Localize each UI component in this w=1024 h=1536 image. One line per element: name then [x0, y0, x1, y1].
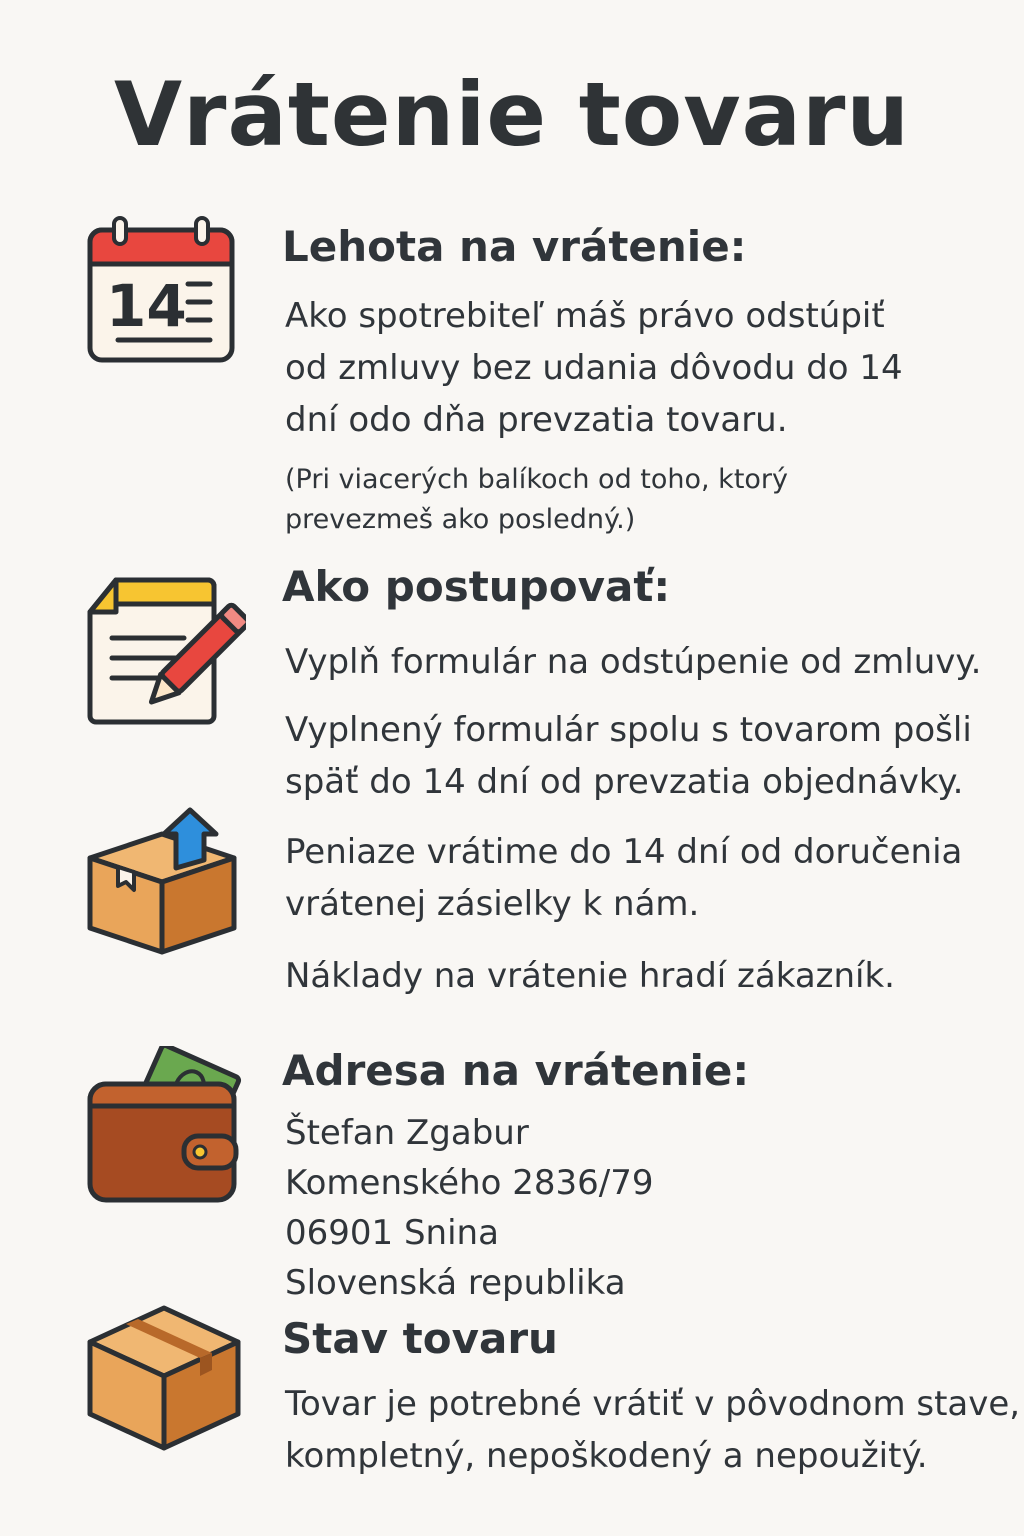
adresa-line: Slovenská republika — [285, 1263, 626, 1303]
lehota-text-line: Ako spotrebiteľ máš právo odstúpiť — [285, 296, 885, 336]
postup-step3-line: Peniaze vrátime do 14 dní od doručenia — [285, 832, 963, 872]
wallet-icon — [86, 1046, 242, 1204]
lehota-text — [285, 290, 903, 446]
stav-text-line: kompletný, nepoškodený a nepoužitý. — [285, 1436, 928, 1476]
adresa-line: Komenského 2836/79 — [285, 1163, 654, 1203]
heading-postup: Ako postupovať: — [282, 562, 671, 611]
postup-step4-line: Náklady na vrátenie hradí zákazník. — [285, 956, 895, 996]
calendar-icon — [86, 214, 238, 366]
stav-text-line: Tovar je potrebné vrátiť v pôvodnom stave, — [285, 1384, 1021, 1424]
lehota-text-line: od zmluvy bez udania dôvodu do 14 — [285, 348, 903, 388]
lehota-note-line: prevezmeš ako posledný.) — [285, 504, 636, 535]
form-pencil-icon — [86, 576, 246, 728]
box-icon — [86, 1302, 242, 1452]
postup-step1-line: Vyplň formulár na odstúpenie od zmluvy. — [285, 642, 982, 682]
postup-step4 — [285, 950, 895, 1002]
postup-step2-line: Vyplnený formulár spolu s tovarom pošli — [285, 710, 972, 750]
postup-step2 — [285, 704, 972, 808]
lehota-note-line: (Pri viacerých balíkoch od toho, ktorý — [285, 464, 789, 495]
lehota-note — [285, 460, 788, 540]
postup-step3-line: vrátenej zásielky k nám. — [285, 884, 700, 924]
return-box-icon — [86, 806, 238, 956]
lehota-text-line: dní odo dňa prevzatia tovaru. — [285, 400, 788, 440]
adresa-lines — [285, 1108, 654, 1308]
adresa-line: Štefan Zgabur — [285, 1113, 529, 1153]
postup-step1 — [285, 636, 982, 688]
postup-step3 — [285, 826, 962, 930]
calendar-number: 14 — [106, 272, 187, 340]
heading-lehota: Lehota na vrátenie: — [282, 222, 747, 271]
heading-adresa: Adresa na vrátenie: — [282, 1046, 750, 1095]
stav-text — [285, 1378, 1020, 1482]
heading-stav: Stav tovaru — [282, 1314, 558, 1363]
page-title: Vrátenie tovaru — [113, 63, 911, 166]
postup-step2-line: späť do 14 dní od prevzatia objednávky. — [285, 762, 964, 802]
adresa-line: 06901 Snina — [285, 1213, 499, 1253]
